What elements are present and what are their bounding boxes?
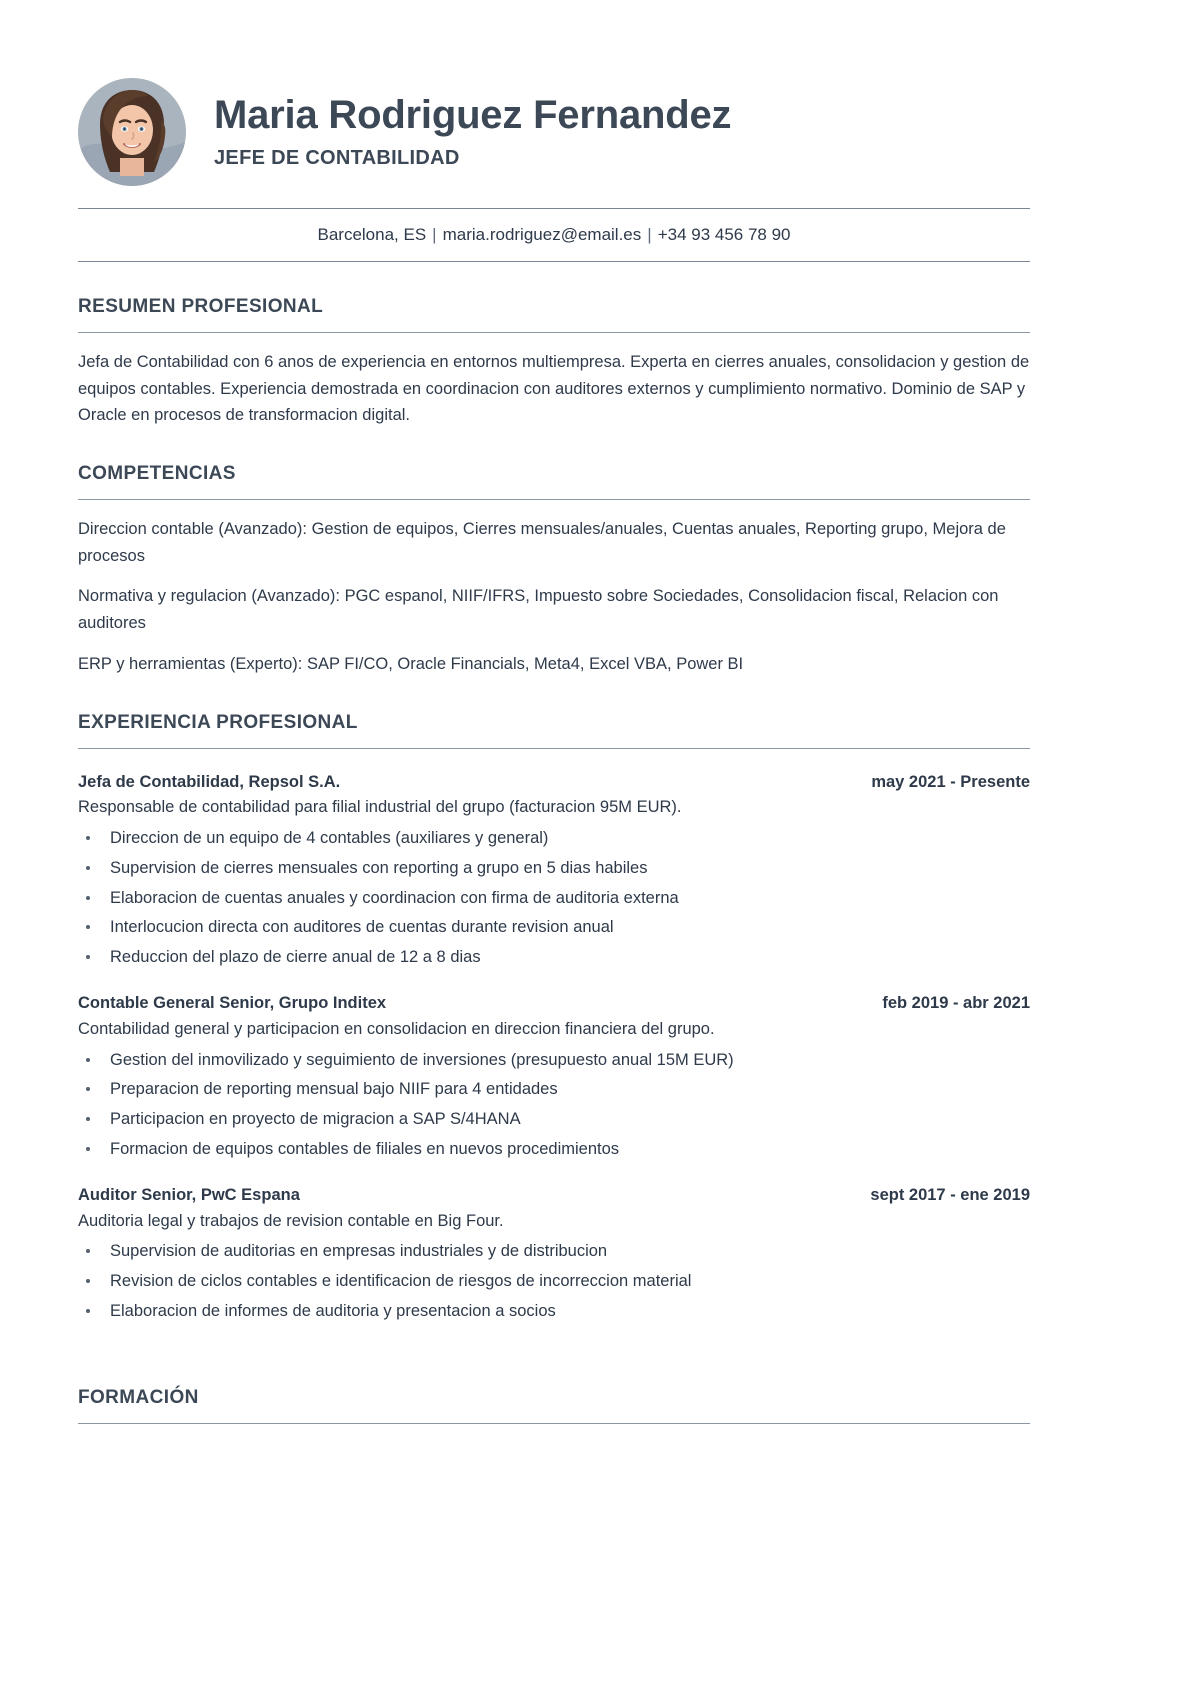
list-item: Supervision de cierres mensuales con reporting a grupo en 5 dias habiles (78, 856, 1030, 881)
experience-title: Auditor Senior, PwC Espana (78, 1185, 300, 1204)
skills-body (78, 516, 1030, 678)
experience-dates: sept 2017 - ene 2019 (870, 1185, 1030, 1204)
experience-description: Contabilidad general y participacion en consolidacion en direccion financiera del grupo. (78, 1019, 715, 1038)
list-item: Formacion de equipos contables de filiales en nuevos procedimientos (78, 1137, 1030, 1162)
contact-band (78, 208, 1030, 262)
experience-bullets (78, 826, 1030, 970)
section-education (78, 1387, 1030, 1424)
section-title-summary: RESUMEN PROFESIONAL (78, 295, 324, 317)
list-item: Direccion de un equipo de 4 contables (auxiliares y general) (78, 826, 1030, 851)
summary-text: Jefa de Contabilidad con 6 anos de experiencia en entornos multiempresa. Experta en cierres anuales, consolidacion y gestion de equipos contables. Experiencia demostrada en coordinacion con auditores externos y cumplimiento normativo. Dominio de SAP y Oracle en procesos de transformacion digital. (78, 352, 1030, 425)
section-rule-skills (78, 499, 1030, 500)
experience-bullets (78, 1239, 1030, 1323)
resume-content (78, 0, 1030, 1424)
education-spacer (78, 1329, 1030, 1353)
skill-group: Normativa y regulacion (Avanzado): PGC espanol, NIIF/IFRS, Impuesto sobre Sociedades, Consolidacion fiscal, Relacion con auditores (78, 587, 999, 633)
section-rule-experience (78, 748, 1030, 749)
section-skills (78, 463, 1030, 678)
list-item: Reduccion del plazo de cierre anual de 12 a 8 dias (78, 945, 1030, 970)
summary-body (78, 349, 1030, 429)
section-rule-summary (78, 332, 1030, 333)
avatar (78, 78, 186, 186)
section-title-skills: COMPETENCIAS (78, 462, 236, 484)
identity-block (214, 93, 731, 172)
list-item: Interlocucion directa con auditores de cuentas durante revision anual (78, 915, 1030, 940)
skill-group: Direccion contable (Avanzado): Gestion de equipos, Cierres mensuales/anuales, Cuentas anuales, Reporting grupo, Mejora de procesos (78, 519, 1006, 565)
job-role-subtitle: JEFE DE CONTABILIDAD (214, 147, 460, 170)
experience-description: Auditoria legal y trabajos de revision contable en Big Four. (78, 1211, 504, 1230)
section-summary (78, 296, 1030, 429)
section-title-education: FORMACIÓN (78, 1386, 199, 1408)
contact-line (78, 209, 1030, 261)
experience-entry-header (78, 771, 1030, 795)
divider-bottom (78, 261, 1030, 262)
experience-dates: may 2021 - Presente (871, 772, 1030, 791)
experience-bullets (78, 1048, 1030, 1162)
skill-group: ERP y herramientas (Experto): SAP FI/CO, Oracle Financials, Meta4, Excel VBA, Power BI (78, 654, 744, 673)
experience-title: Contable General Senior, Grupo Inditex (78, 993, 387, 1012)
page-title: Maria Rodriguez Fernandez (214, 92, 732, 137)
experience-entry (78, 771, 1030, 970)
section-title-experience: EXPERIENCIA PROFESIONAL (78, 711, 358, 733)
contact-email[interactable]: maria.rodriguez@email.es (442, 225, 642, 244)
profile-photo-icon (78, 78, 186, 186)
experience-entry-header (78, 992, 1030, 1016)
contact-separator-1: | (432, 225, 437, 244)
list-item: Preparacion de reporting mensual bajo NIIF para 4 entidades (78, 1077, 1030, 1102)
contact-separator-2: | (647, 225, 652, 244)
experience-dates: feb 2019 - abr 2021 (882, 993, 1030, 1012)
experience-description: Responsable de contabilidad para filial industrial del grupo (facturacion 95M EUR). (78, 798, 682, 817)
experience-entry (78, 992, 1030, 1162)
experience-title: Jefa de Contabilidad, Repsol S.A. (78, 772, 341, 791)
list-item: Gestion del inmovilizado y seguimiento de inversiones (presupuesto anual 15M EUR) (78, 1048, 1030, 1073)
contact-location: Barcelona, ES (317, 225, 427, 244)
list-item: Elaboracion de informes de auditoria y presentacion a socios (78, 1299, 1030, 1324)
section-rule-education (78, 1423, 1030, 1424)
experience-entry (78, 1184, 1030, 1324)
list-item: Supervision de auditorias en empresas industriales y de distribucion (78, 1239, 1030, 1264)
list-item: Elaboracion de cuentas anuales y coordinacion con firma de auditoria externa (78, 886, 1030, 911)
section-experience (78, 712, 1030, 1324)
experience-entry-header (78, 1184, 1030, 1208)
list-item: Revision de ciclos contables e identificacion de riesgos de incorreccion material (78, 1269, 1030, 1294)
contact-phone[interactable]: +34 93 456 78 90 (657, 225, 791, 244)
list-item: Participacion en proyecto de migracion a SAP S/4HANA (78, 1107, 1030, 1132)
resume-header (78, 0, 1030, 186)
